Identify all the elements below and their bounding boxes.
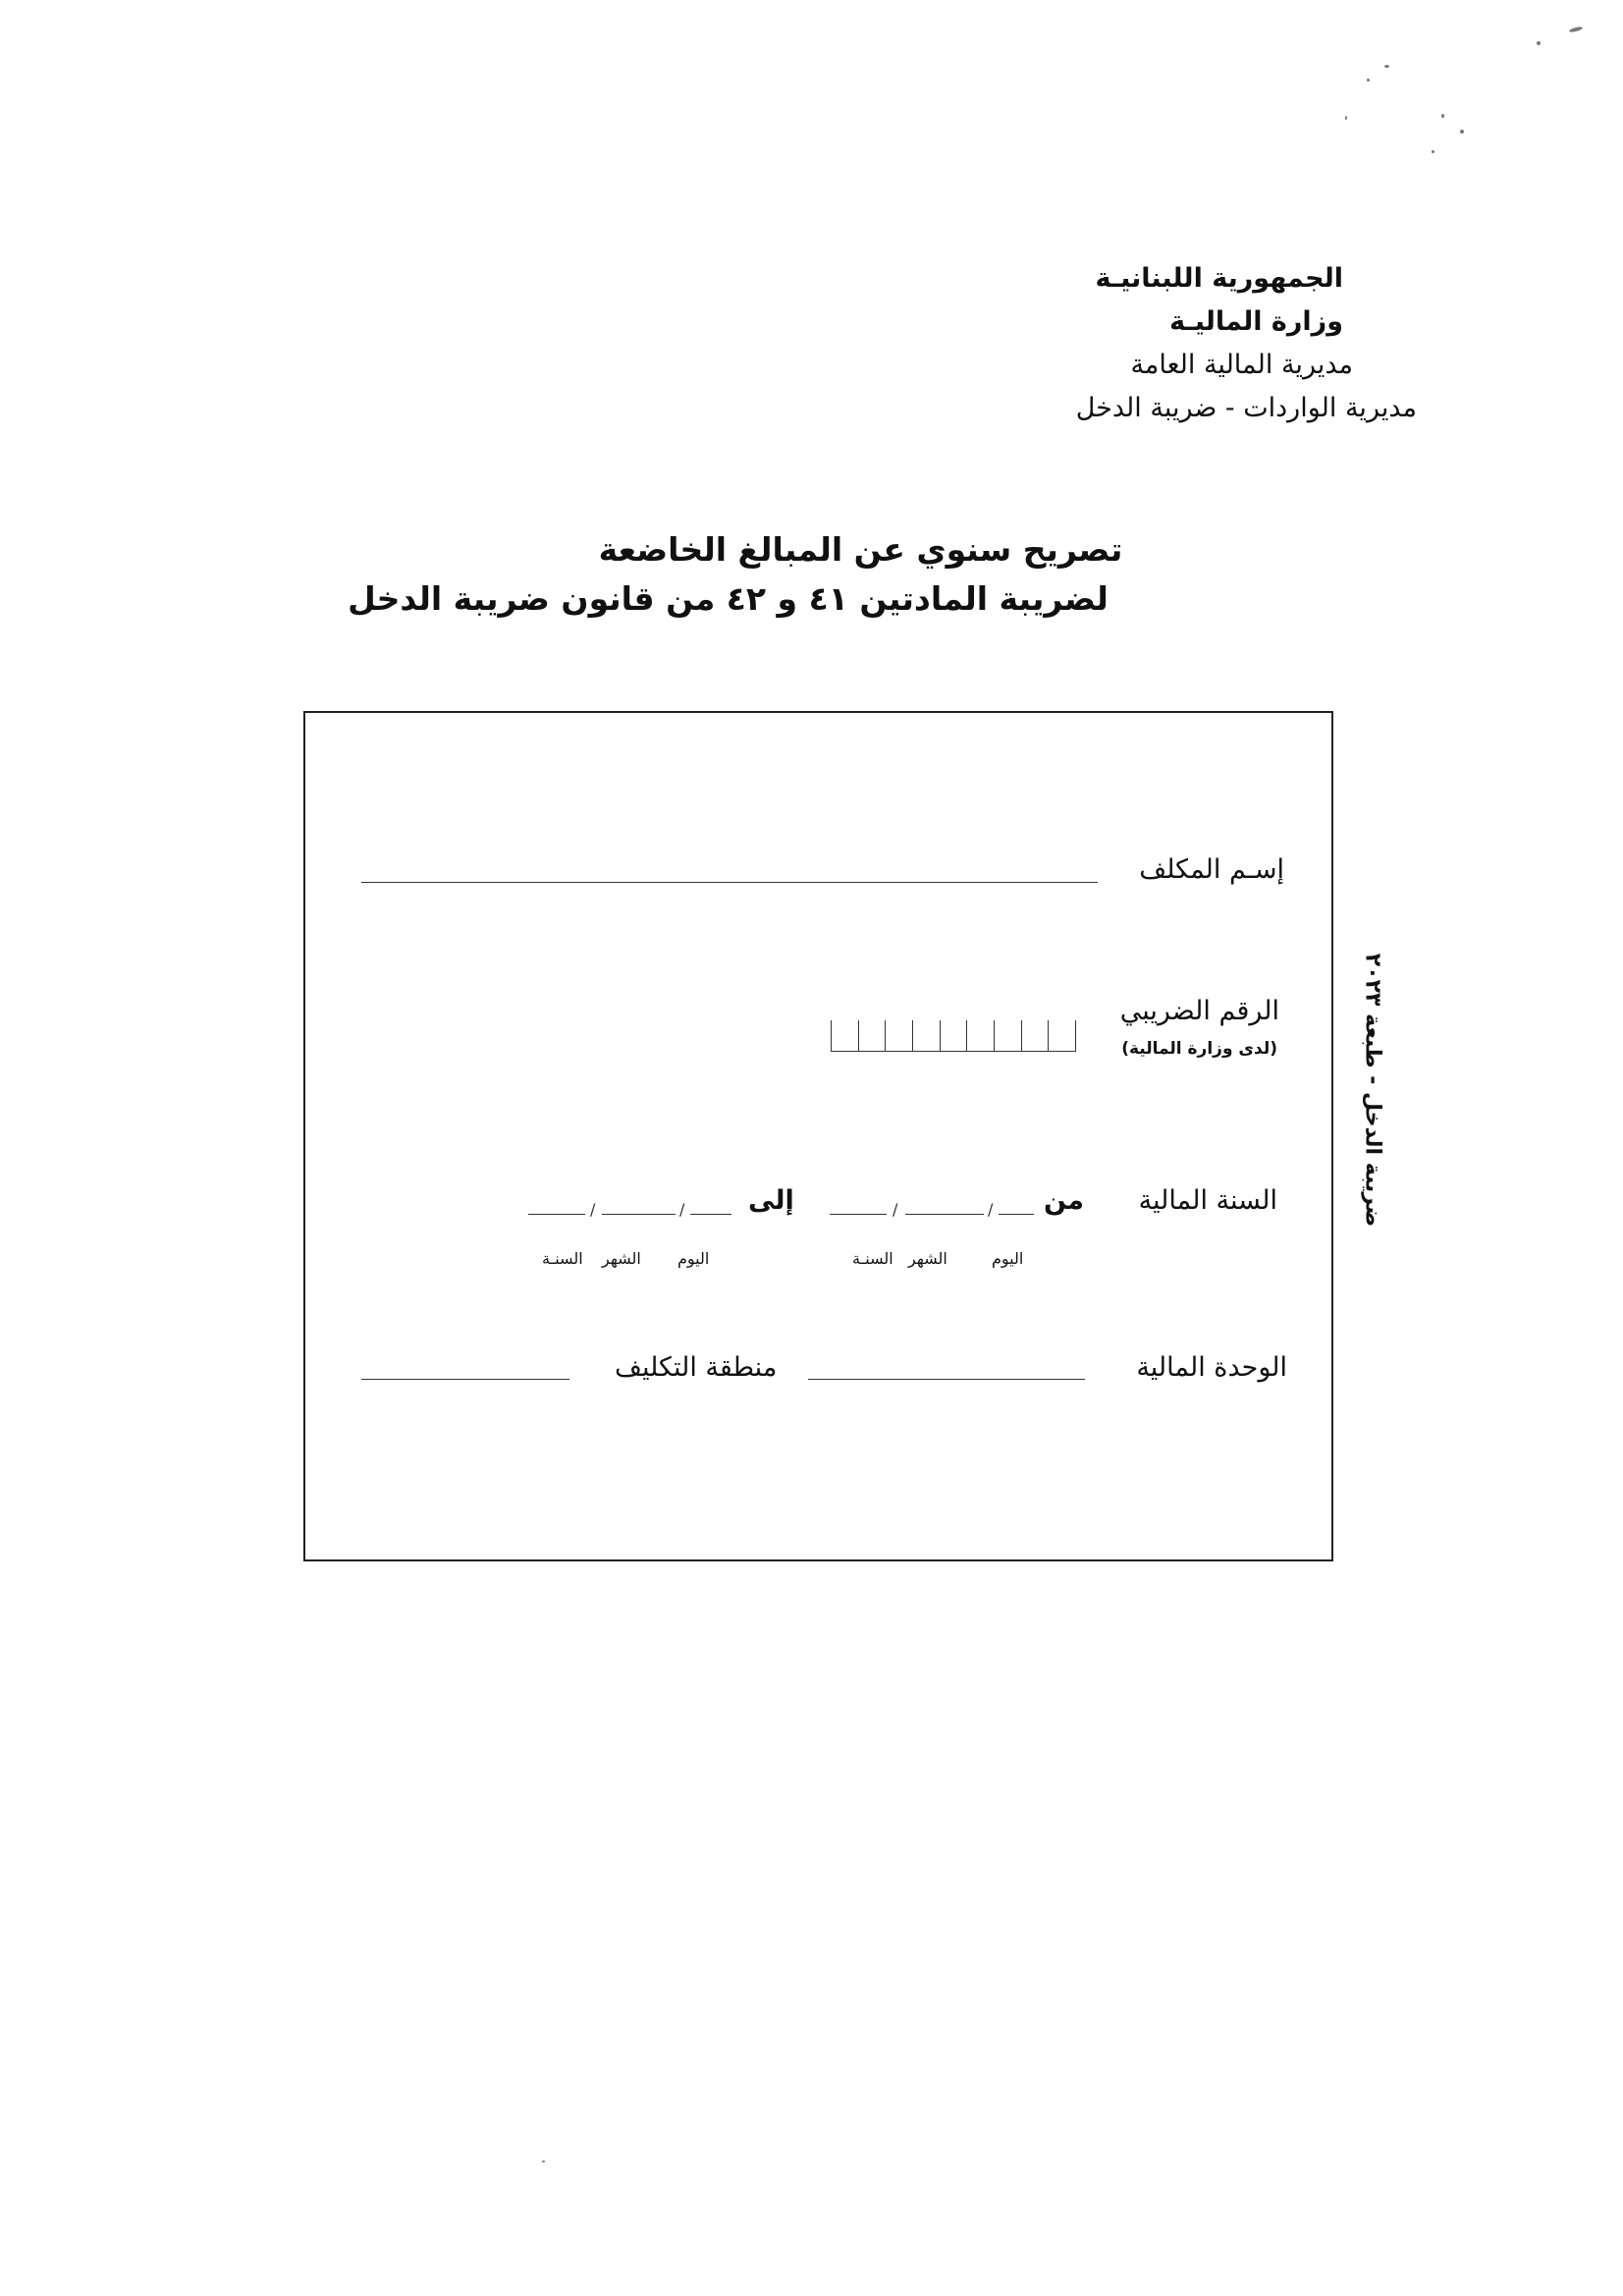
scan-speck [1537, 41, 1541, 45]
ministry-name: وزارة الماليـة [1169, 306, 1343, 337]
assessment-area-label: منطقة التكليف [615, 1352, 778, 1383]
title-line-2: لضريبة المادتين ٤١ و ٤٢ من قانون ضريبة الدخل [348, 579, 1109, 618]
tax-number-digit-box[interactable] [1048, 1020, 1076, 1052]
document-header [803, 257, 1417, 430]
to-year-caption: السنـة [542, 1249, 583, 1268]
tax-number-digit-box[interactable] [912, 1020, 940, 1052]
tax-number-label: الرقم الضريبي [1119, 996, 1279, 1026]
tax-number-digit-box[interactable] [858, 1020, 886, 1052]
from-month-caption: الشهر [908, 1249, 947, 1268]
tax-number-digit-box[interactable] [831, 1020, 858, 1052]
date-separator: / [590, 1200, 596, 1219]
date-separator: / [988, 1200, 994, 1219]
scan-speck [1367, 79, 1370, 82]
scan-speck [1441, 114, 1444, 118]
from-year-field[interactable] [830, 1214, 887, 1215]
from-day-field[interactable] [999, 1214, 1034, 1215]
side-edition-text: ضريبة الدخل - طبعة ٢٠٢٣ [1360, 953, 1385, 1228]
republic-name: الجمهورية اللبنانيـة [1095, 263, 1343, 294]
tax-number-digit-box[interactable] [966, 1020, 994, 1052]
scan-speck [1384, 65, 1389, 68]
to-day-field[interactable] [690, 1214, 731, 1215]
side-edition-text-wrap [1353, 948, 1392, 1232]
scan-speck [542, 2160, 545, 2162]
to-label: إلى [748, 1185, 794, 1216]
scan-speck [1345, 116, 1347, 120]
document-title [0, 525, 1623, 624]
assessment-area-field[interactable] [361, 1379, 569, 1380]
form-frame [303, 711, 1333, 1561]
directorate-revenue-name: مديرية الواردات - ضريبة الدخل [1075, 393, 1417, 423]
tax-number-digit-box[interactable] [940, 1020, 967, 1052]
to-year-field[interactable] [528, 1214, 585, 1215]
date-separator: / [679, 1200, 685, 1219]
from-day-caption: اليوم [992, 1249, 1024, 1268]
scan-speck [1432, 150, 1434, 153]
taxpayer-name-field[interactable] [361, 882, 1098, 883]
tax-number-digit-box[interactable] [885, 1020, 912, 1052]
fiscal-year-label: السنة المالية [1138, 1185, 1277, 1216]
financial-unit-field[interactable] [808, 1379, 1085, 1380]
to-month-caption: الشهر [602, 1249, 641, 1268]
financial-unit-label: الوحدة المالية [1136, 1352, 1287, 1383]
from-label: من [1044, 1185, 1085, 1216]
tax-number-note: (لدى وزارة المالية) [1121, 1039, 1277, 1059]
title-line-1: تصريح سنوي عن المبالغ الخاضعة [598, 530, 1123, 569]
to-day-caption: اليوم [677, 1249, 710, 1268]
date-separator: / [893, 1200, 898, 1219]
tax-number-digit-box[interactable] [1021, 1020, 1049, 1052]
scan-speck [1569, 26, 1584, 32]
taxpayer-name-label: إسـم المكلف [1139, 854, 1284, 885]
from-month-field[interactable] [905, 1214, 984, 1215]
tax-number-field[interactable] [831, 1020, 1076, 1052]
scan-speck [1460, 130, 1464, 134]
to-month-field[interactable] [602, 1214, 676, 1215]
tax-number-digit-box[interactable] [994, 1020, 1021, 1052]
from-year-caption: السنـة [852, 1249, 893, 1268]
directorate-general-name: مديرية المالية العامة [1130, 350, 1353, 380]
